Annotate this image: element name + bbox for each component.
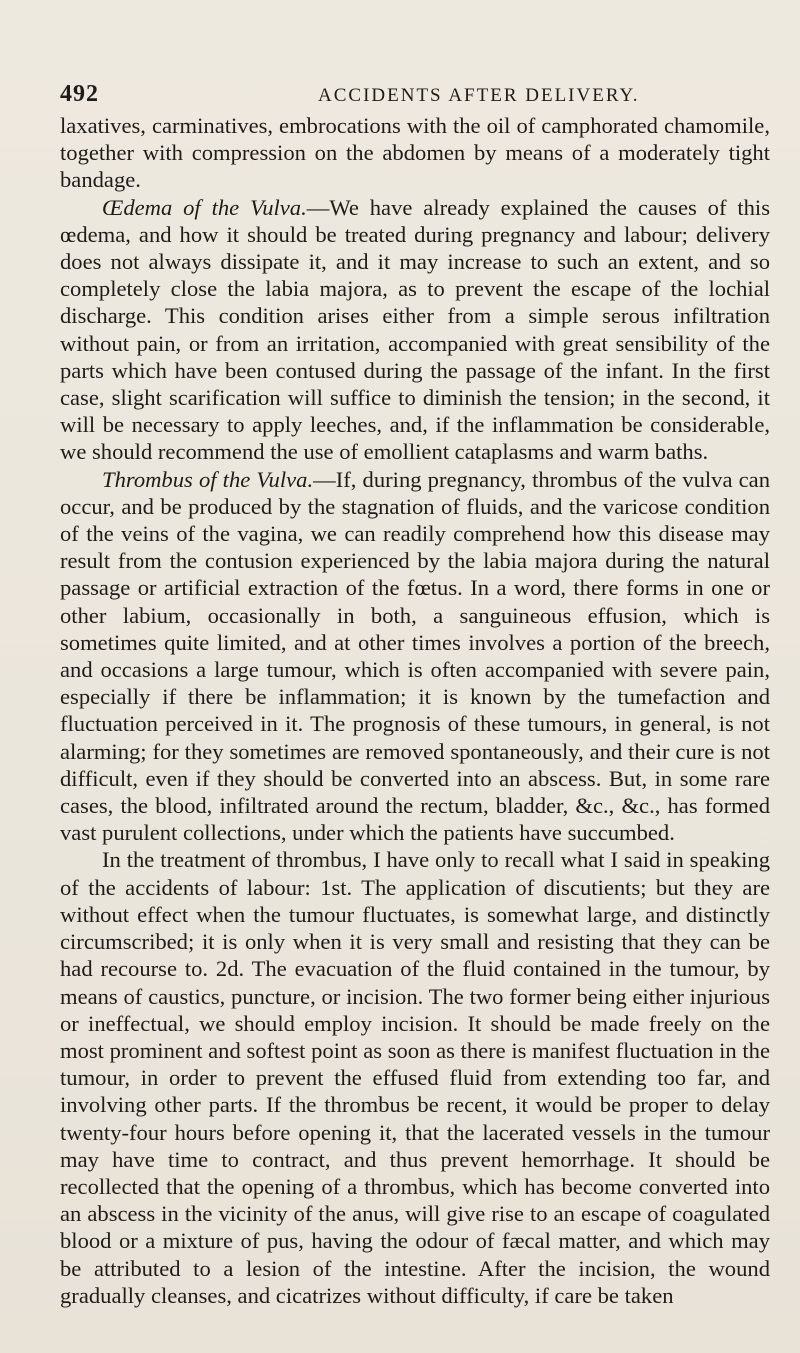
page-number: 492: [60, 81, 99, 107]
paragraph-text: In the treatment of thrombus, I have only to recall what I said in speaking of the accidents of labour: 1st. The application of discutients; but they are without effect when the tumour fluctuates, is somewhat large, and distinctly circumscribed; it is only when it is very small and resisting that they can be had recourse to. 2d. The evacuation of the fluid contained in the tumour, by means of caustics, puncture, or incision. The two former being either injurious or ineffectual, we should employ incision. It should be made freely on the most prominent and softest point as soon as there is manifest fluctuation in the tumour, in order to prevent the effused fluid from extending too far, and involving other parts. If the thrombus be recent, it would be proper to delay twenty-four hours before opening it, that the lacerated vessels in the tumour may have time to contract, and thus prevent hemorrhage. It should be recollected that the opening of a thrombus, which has become converted into an abscess in the vicinity of the anus, will give rise to an escape of coagulated blood or a mixture of pus, having the odour of fæcal matter, and which may be attributed to a lesion of the intestine. After the incision, the wound gradually cleanses, and cicatrizes without difficulty, if care be taken: [60, 847, 770, 1308]
paragraph-oedema-of-vulva: [60, 194, 770, 466]
paragraph-treatment-of-thrombus: [60, 846, 770, 1308]
section-heading-oedema: Œdema of the Vulva.: [102, 194, 307, 220]
paragraph-laxatives: [60, 112, 770, 194]
section-heading-thrombus: Thrombus of the Vulva.: [102, 466, 314, 492]
paragraph-text: —We have already explained the causes of this œdema, and how it should be treated during pregnancy and labour; delivery does not always dissipate it, and it may increase to such an extent, and so completely close the labia majora, as to prevent the escape of the lochial discharge. This condition arises either from a simple serous infiltration without pain, or from an irritation, accompanied with great sensibility of the parts which have been contused during the passage of the infant. In the first case, slight scarification will suffice to diminish the tension; in the second, it will be necessary to apply leeches, and, if the inflammation be considerable, we should recommend the use of emollient cataplasms and warm baths.: [60, 194, 771, 465]
paragraph-text: —If, during pregnancy, thrombus of the vulva can occur, and be produced by the stagnation of fluids, and the varicose condition of the veins of the vagina, we can readily comprehend how this disease may result from the contusion experienced by the labia majora during the natural passage or artificial extraction of the fœtus. In a word, there forms in one or other labium, occasionally in both, a sanguineous effusion, which is sometimes quite limited, and at other times involves a portion of the breech, and occasions a large tumour, which is often accompanied with severe pain, especially if there be inflammation; it is known by the tumefaction and fluctuation perceived in it. The prognosis of these tumours, in general, is not alarming; for they sometimes are removed spontaneously, and their cure is not difficult, even if they should be converted into an abscess. But, in some rare cases, the blood, infiltrated around the rectum, bladder, &c., &c., has formed vast purulent collections, under which the patients have succumbed.: [60, 466, 771, 846]
paragraph-thrombus-of-vulva: [60, 466, 770, 847]
running-title: ACCIDENTS AFTER DELIVERY.: [318, 85, 640, 106]
paragraph-text: laxatives, carminatives, embrocations with the oil of camphorated chamomile, together with compression on the abdomen by means of a moderately tight bandage.: [60, 113, 770, 193]
body-text: [60, 112, 770, 1309]
running-head: [60, 81, 740, 111]
